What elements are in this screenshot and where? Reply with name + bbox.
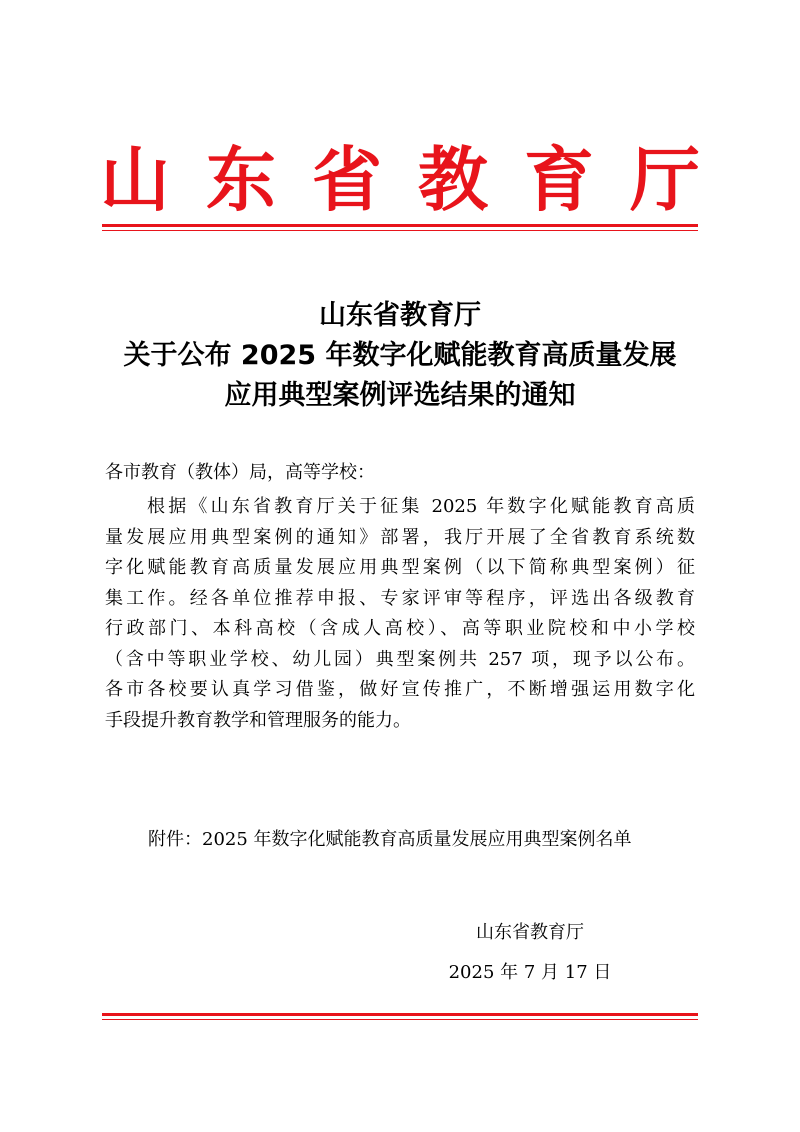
title-line-1: 山东省教育厅 (319, 300, 481, 331)
issuing-organization: 山东省教育厅 (476, 922, 584, 943)
thin-rule-line (102, 230, 698, 231)
paragraph-line: 手段提升教育教学和管理服务的能力。 (105, 709, 411, 731)
masthead-char: 山 (100, 138, 170, 221)
masthead-char: 省 (312, 138, 382, 221)
masthead-char: 东 (206, 138, 276, 221)
paragraph-line: 根据《山东省教育厅关于征集 2025 年数字化赋能教育高质 (147, 496, 695, 517)
thick-rule-line (102, 224, 698, 227)
title-line-2: 关于公布 2025 年数字化赋能教育高质量发展 (123, 340, 677, 371)
masthead (100, 140, 700, 220)
issue-date: 2025 年 7 月 17 日 (448, 962, 612, 983)
attachment-line: 附件：2025 年数字化赋能教育高质量发展应用典型案例名单 (148, 829, 632, 850)
title-line-3: 应用典型案例评选结果的通知 (224, 380, 576, 411)
body-paragraph (105, 492, 695, 736)
document-title (100, 296, 700, 416)
paragraph-line: 行政部门、本科高校（含成人高校）、高等职业院校和中小学校 (105, 618, 695, 639)
salutation: 各市教育（教体）局，高等学校： (105, 462, 375, 483)
paragraph-line: 字化赋能教育高质量发展应用典型案例（以下简称典型案例）征 (105, 557, 695, 578)
paragraph-line: 集工作。经各单位推荐申报、专家评审等程序，评选出各级教育 (105, 587, 695, 609)
signature-block (420, 918, 640, 988)
paragraph-line: 量发展应用典型案例的通知》部署，我厅开展了全省教育系统数 (105, 526, 695, 548)
paragraph-line: （含中等职业学校、幼儿园）典型案例共 257 项，现予以公布。 (105, 648, 695, 670)
paragraph-line: 各市各校要认真学习借鉴，做好宣传推广，不断增强运用数字化 (105, 679, 695, 700)
masthead-char: 育 (524, 138, 594, 221)
thin-rule-line (102, 1019, 698, 1020)
thick-rule-line (102, 1013, 698, 1016)
footer-red-rule (102, 1013, 698, 1020)
header-red-rule (102, 224, 698, 231)
masthead-char: 厅 (630, 138, 700, 221)
masthead-char: 教 (418, 138, 488, 221)
